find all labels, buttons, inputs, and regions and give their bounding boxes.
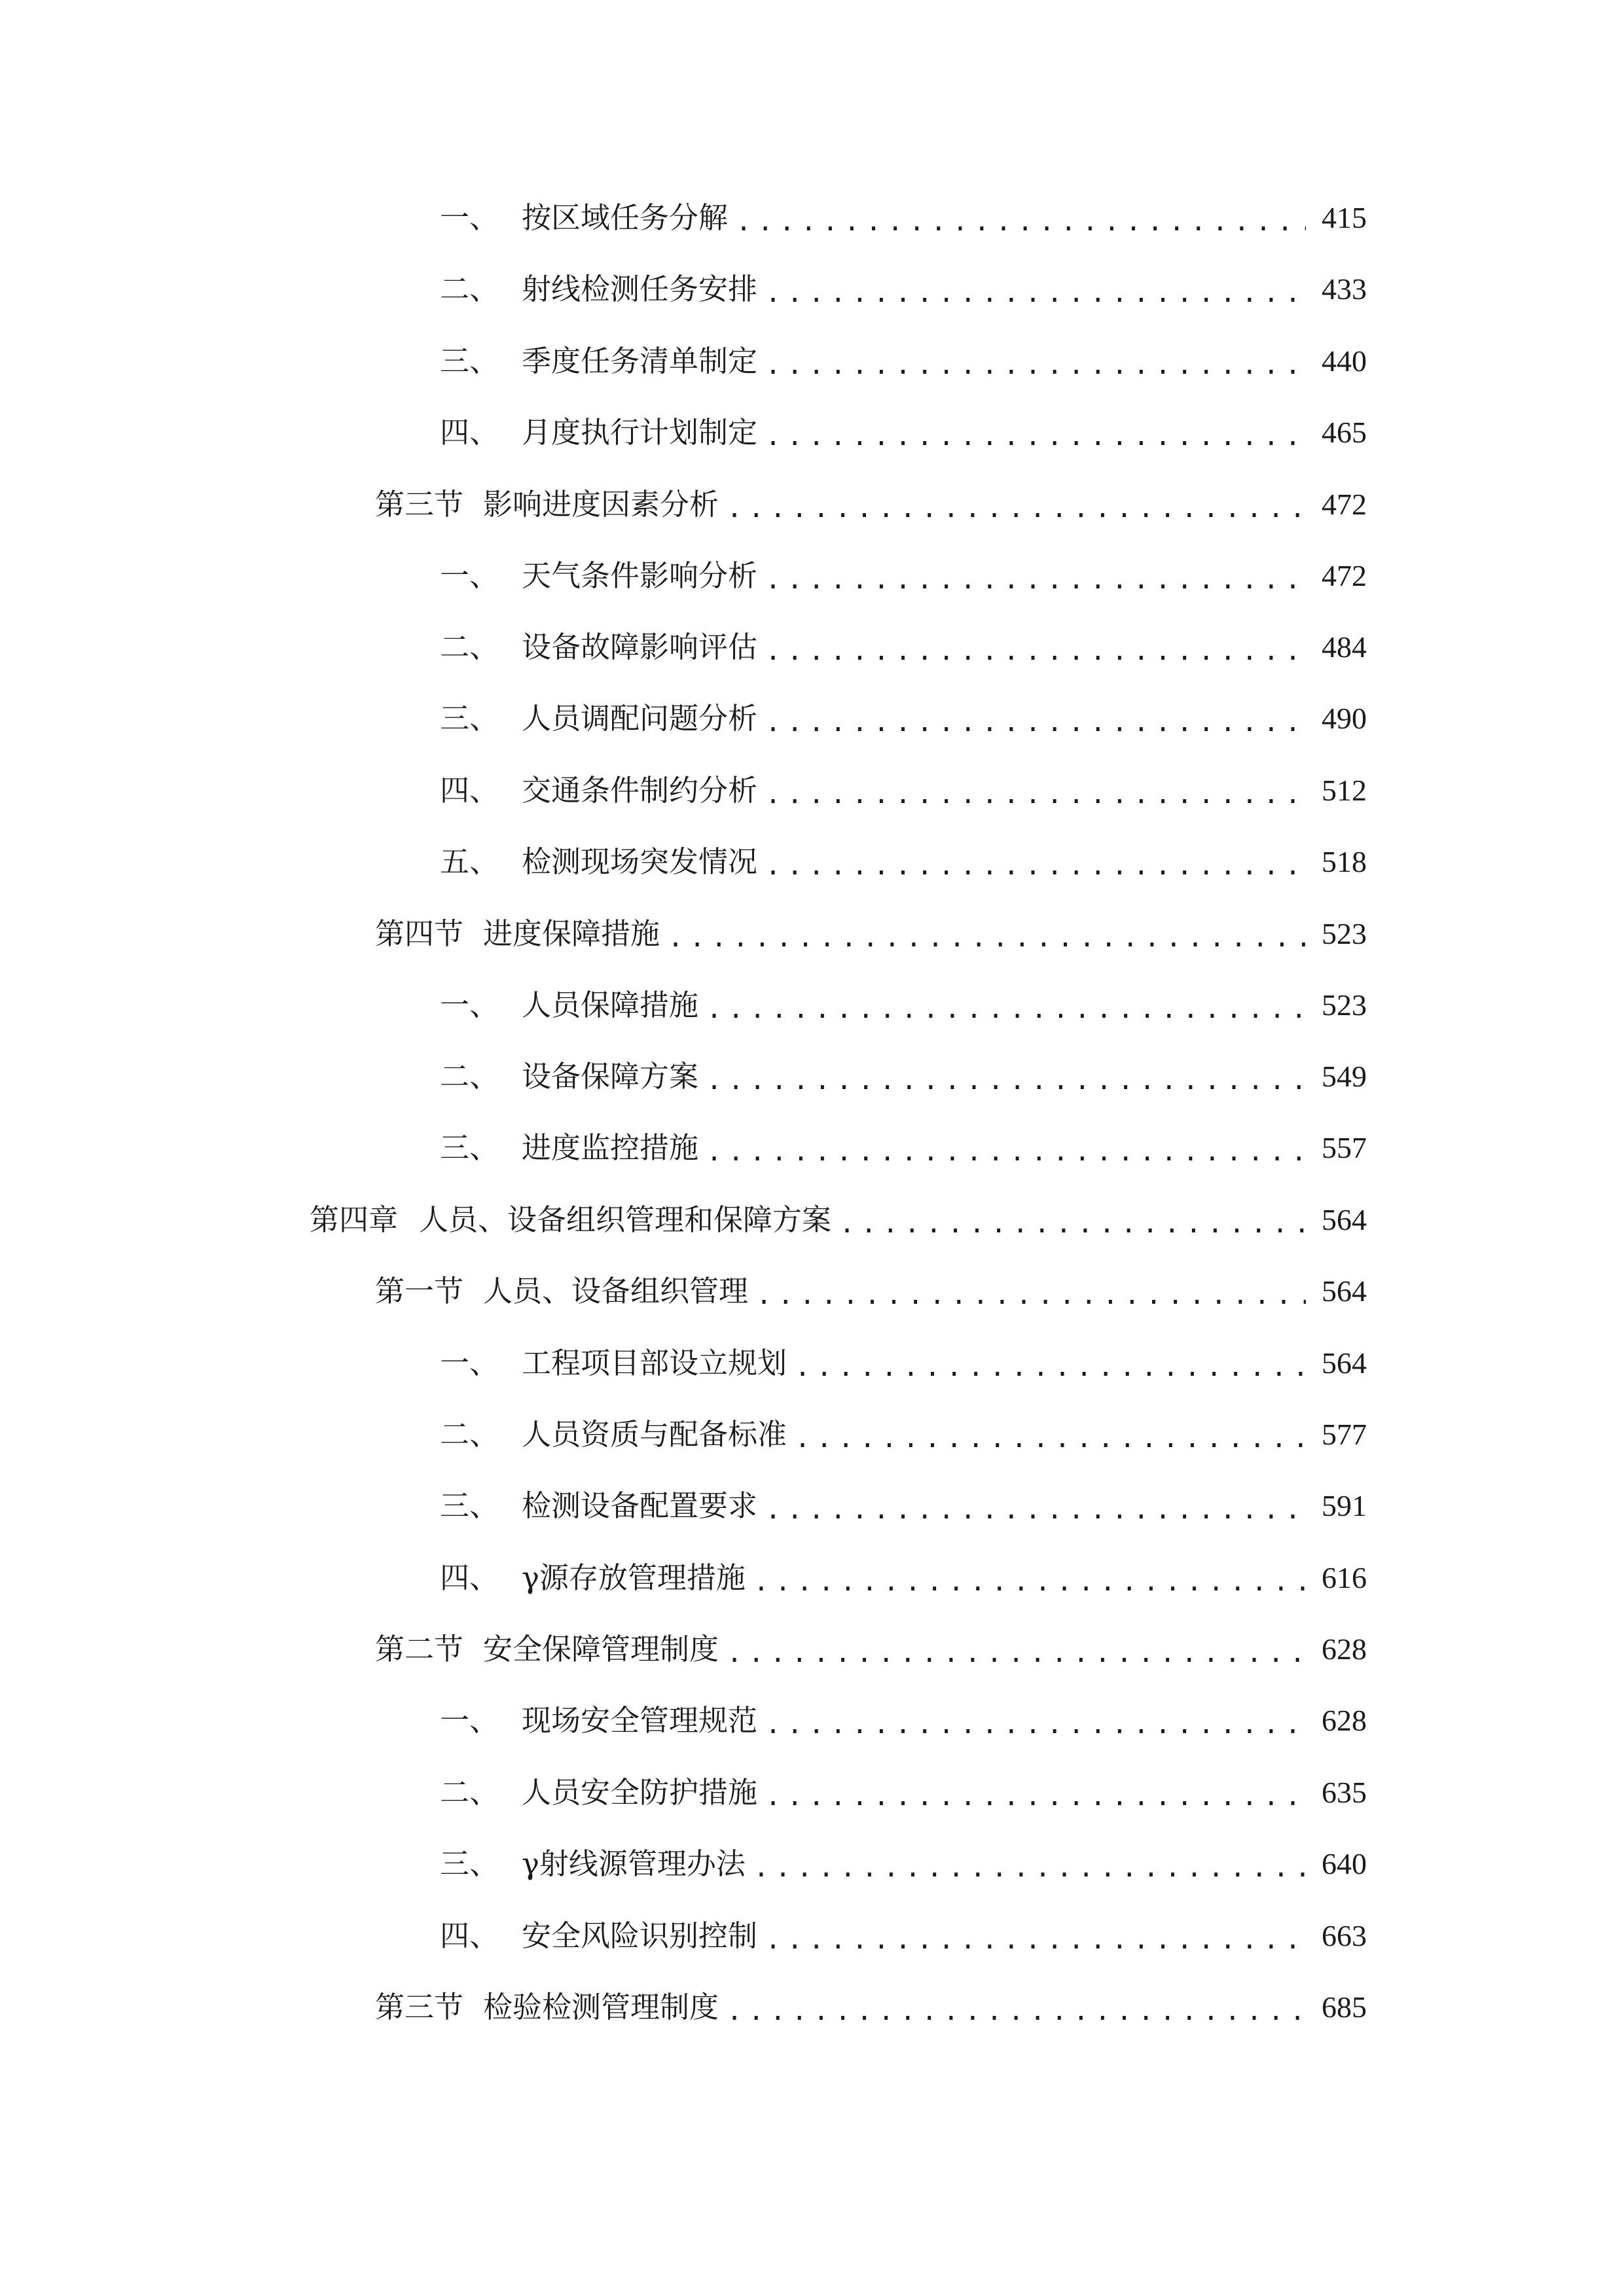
toc-entry-title: 人员、设备组织管理和保障方案 [419, 1202, 832, 1237]
dot-leader [706, 1058, 1306, 1103]
toc-entry[interactable] [440, 1412, 1367, 1458]
toc-entry[interactable] [440, 1841, 1367, 1887]
toc-entry-number: 三、 [440, 701, 499, 736]
dot-leader [668, 915, 1306, 961]
toc-entry-number: 二、 [440, 630, 499, 664]
toc-entry-title: 工程项目部设立规划 [522, 1346, 787, 1380]
toc-entry-number: 第一节 [375, 1274, 464, 1308]
dot-leader [795, 1344, 1306, 1390]
toc-entry-page: 472 [1322, 488, 1367, 521]
dot-leader [765, 414, 1306, 459]
toc-entry-number: 三、 [440, 1130, 499, 1165]
toc-entry-page: 440 [1322, 344, 1367, 378]
toc-entry-title: 季度任务清单制定 [522, 344, 758, 378]
toc-entry-title: 检测现场突发情况 [522, 844, 758, 879]
dot-leader [765, 772, 1306, 817]
toc-entry-title: 现场安全管理规范 [522, 1703, 758, 1738]
dot-leader [727, 1988, 1306, 2034]
toc-entry[interactable] [440, 1698, 1367, 1744]
toc-entry-number: 四、 [440, 773, 499, 808]
toc-entry-number: 第三节 [375, 1990, 464, 2024]
toc-entry-page: 557 [1322, 1131, 1367, 1164]
dot-leader [753, 1845, 1306, 1891]
toc-entry-page: 549 [1322, 1060, 1367, 1093]
toc-entry-page: 628 [1322, 1632, 1367, 1666]
toc-entry-page: 635 [1322, 1776, 1367, 1809]
toc-entry-title: 按区域任务分解 [522, 200, 729, 235]
toc-entry-page: 465 [1322, 416, 1367, 449]
toc-entry-title: 人员、设备组织管理 [483, 1274, 749, 1308]
toc-entry-page: 685 [1322, 1990, 1367, 2024]
toc-entry-number: 五、 [440, 844, 499, 879]
toc-section-entry[interactable] [375, 482, 1367, 528]
toc-entry-title: 交通条件制约分析 [522, 773, 758, 808]
toc-entry-page: 472 [1322, 559, 1367, 592]
toc-entry[interactable] [440, 195, 1367, 241]
dot-leader [765, 843, 1306, 889]
toc-entry-number: 一、 [440, 200, 499, 235]
toc-entry-title: 进度保障措施 [483, 916, 660, 951]
toc-entry-number: 第四节 [375, 916, 464, 951]
toc-entry[interactable] [440, 1054, 1367, 1100]
toc-entry-page: 616 [1322, 1561, 1367, 1594]
dot-leader [765, 1702, 1306, 1748]
toc-entry[interactable] [440, 1340, 1367, 1386]
dot-leader [765, 1917, 1306, 1963]
toc-entry-title: 进度监控措施 [522, 1130, 699, 1165]
toc-entry[interactable] [440, 1770, 1367, 1816]
toc-entry-title: 人员安全防护措施 [522, 1775, 758, 1810]
toc-entry-page: 663 [1322, 1919, 1367, 1952]
toc-entry-number: 第四章 [310, 1202, 399, 1237]
toc-entry-title: 人员保障措施 [522, 988, 699, 1022]
toc-entry-number: 一、 [440, 558, 499, 593]
toc-entry-number: 一、 [440, 988, 499, 1022]
toc-entry-page: 564 [1322, 1346, 1367, 1380]
dot-leader [765, 700, 1306, 745]
toc-entry-number: 三、 [440, 344, 499, 378]
toc-entry-page: 564 [1322, 1203, 1367, 1236]
dot-leader [706, 1129, 1306, 1175]
toc-entry-title: 射线检测任务安排 [522, 272, 758, 306]
toc-entry-title: 天气条件影响分析 [522, 558, 758, 593]
dot-leader [753, 1559, 1306, 1605]
dot-leader [727, 1630, 1306, 1676]
toc-entry-page: 415 [1322, 201, 1367, 234]
toc-entry-title: 安全保障管理制度 [483, 1632, 719, 1666]
toc-entry-number: 三、 [440, 1488, 499, 1523]
dot-leader [736, 199, 1306, 245]
toc-entry-page: 433 [1322, 272, 1367, 306]
toc-entry[interactable] [440, 553, 1367, 599]
toc-entry[interactable] [440, 1125, 1367, 1171]
toc-entry[interactable] [440, 696, 1367, 742]
toc-entry[interactable] [440, 1483, 1367, 1529]
toc-entry-title: 检测设备配置要求 [522, 1488, 758, 1523]
toc-entry[interactable] [440, 624, 1367, 670]
dot-leader [765, 628, 1306, 674]
toc-entry[interactable] [440, 1555, 1367, 1601]
toc-entry[interactable] [440, 982, 1367, 1028]
toc-entry-title: 月度执行计划制定 [522, 415, 758, 450]
toc-entry-number: 三、 [440, 1846, 499, 1881]
toc-chapter-entry[interactable] [310, 1197, 1367, 1243]
toc-entry-page: 484 [1322, 630, 1367, 664]
toc-entry-title: 安全风险识别控制 [522, 1918, 758, 1953]
dot-leader [765, 1774, 1306, 1820]
toc-entry-title: γ射线源管理办法 [522, 1846, 746, 1881]
toc-entry-number: 二、 [440, 1775, 499, 1810]
toc-entry-number: 第二节 [375, 1632, 464, 1666]
toc-entry-number: 二、 [440, 1059, 499, 1094]
toc-entry[interactable] [440, 266, 1367, 312]
toc-section-entry[interactable] [375, 1626, 1367, 1672]
toc-entry-title: γ源存放管理措施 [522, 1560, 746, 1595]
dot-leader [756, 1272, 1306, 1318]
dot-leader [765, 342, 1306, 388]
dot-leader [795, 1416, 1306, 1462]
toc-entry-page: 577 [1322, 1418, 1367, 1451]
dot-leader [765, 557, 1306, 603]
toc-entry-page: 591 [1322, 1489, 1367, 1522]
toc-entry-title: 设备保障方案 [522, 1059, 699, 1094]
toc-entry-number: 二、 [440, 1417, 499, 1452]
toc-entry-page: 523 [1322, 988, 1367, 1022]
toc-entry-page: 523 [1322, 917, 1367, 950]
toc-entry[interactable] [440, 338, 1367, 384]
toc-entry-number: 第三节 [375, 487, 464, 522]
toc-entry-number: 一、 [440, 1703, 499, 1738]
toc-section-entry[interactable] [375, 911, 1367, 957]
toc-entry-number: 四、 [440, 415, 499, 450]
toc-entry[interactable] [440, 410, 1367, 456]
toc-entry-page: 628 [1322, 1704, 1367, 1737]
dot-leader [765, 270, 1306, 316]
toc-section-entry[interactable] [375, 1984, 1367, 2030]
toc-entry-number: 一、 [440, 1346, 499, 1380]
toc-entry-number: 四、 [440, 1560, 499, 1595]
toc-entry-title: 检验检测管理制度 [483, 1990, 719, 2024]
toc-entry-title: 人员调配问题分析 [522, 701, 758, 736]
toc-entry-page: 518 [1322, 845, 1367, 878]
toc-section-entry[interactable] [375, 1268, 1367, 1314]
toc-entry-title: 影响进度因素分析 [483, 487, 719, 522]
toc-entry-number: 二、 [440, 272, 499, 306]
dot-leader [727, 486, 1306, 531]
toc-entry-page: 512 [1322, 774, 1367, 807]
toc-entry-page: 564 [1322, 1274, 1367, 1308]
toc-entry-number: 四、 [440, 1918, 499, 1953]
toc-entry[interactable] [440, 1913, 1367, 1959]
toc-entry[interactable] [440, 839, 1367, 885]
toc-entry[interactable] [440, 768, 1367, 814]
toc-entry-page: 640 [1322, 1847, 1367, 1880]
toc-entry-title: 设备故障影响评估 [522, 630, 758, 664]
toc-entry-page: 490 [1322, 702, 1367, 735]
dot-leader [839, 1201, 1306, 1247]
dot-leader [765, 1487, 1306, 1533]
dot-leader [706, 986, 1306, 1032]
toc-entry-title: 人员资质与配备标准 [522, 1417, 787, 1452]
